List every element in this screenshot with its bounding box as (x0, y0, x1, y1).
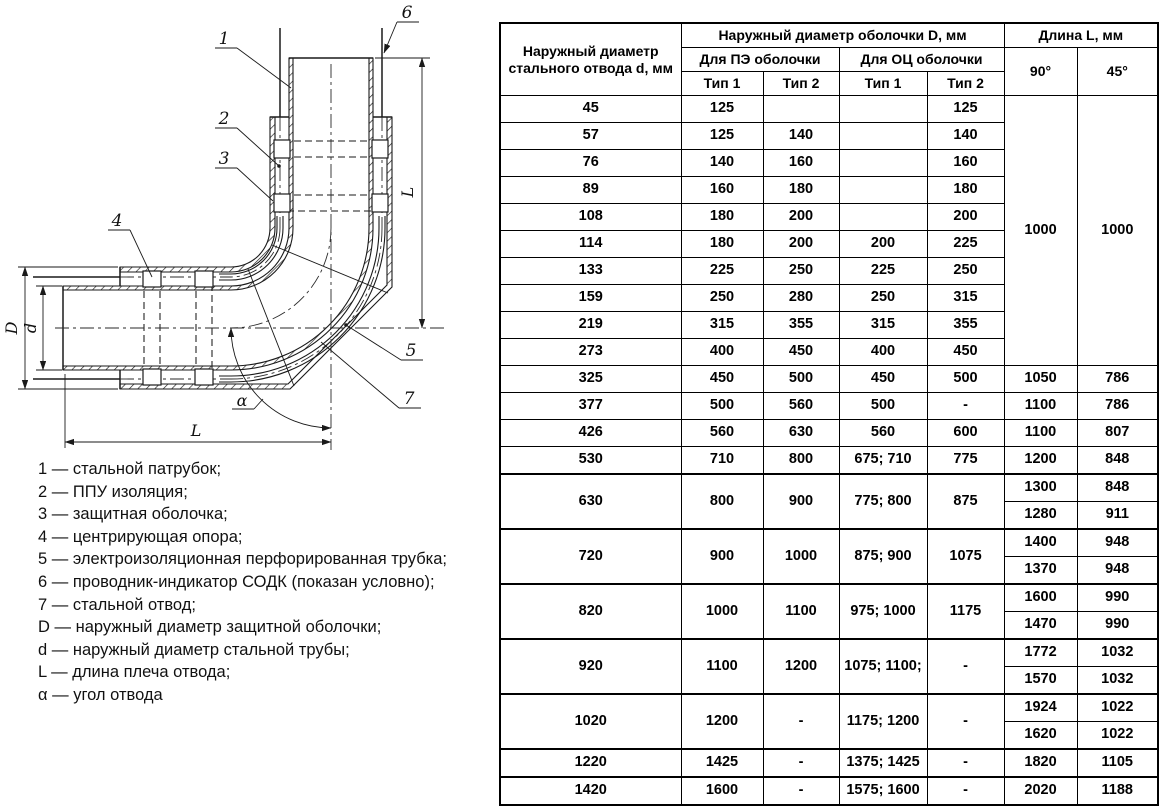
table-cell: 1570 (1004, 667, 1077, 695)
table-cell: 710 (681, 447, 763, 475)
table-row (500, 447, 1158, 475)
table-row (500, 639, 1158, 667)
legend-item: 6 — проводник-индикатор СОДК (показан условно); (38, 572, 435, 591)
table-cell: 108 (500, 204, 681, 231)
legend-item: α — угол отвода (38, 685, 163, 704)
table-cell: 1600 (681, 777, 763, 805)
table-cell: - (927, 393, 1004, 420)
dim-d: d (21, 322, 40, 334)
header-type2-pe: Тип 2 (763, 72, 839, 96)
table-cell: 875 (927, 474, 1004, 529)
table-cell: 500 (681, 393, 763, 420)
table-cell: 848 (1077, 474, 1158, 502)
table-cell: 1075 (927, 529, 1004, 584)
steel-pipe (63, 58, 373, 370)
table-cell: 1400 (1004, 529, 1077, 557)
callout-2: 2 (218, 109, 230, 129)
callout-7: 7 (403, 389, 415, 409)
header-pe-shell: Для ПЭ оболочки (681, 48, 839, 72)
table-cell: 500 (763, 366, 839, 393)
table-cell (839, 150, 927, 177)
table-cell: 1924 (1004, 694, 1077, 722)
table-cell: 948 (1077, 529, 1158, 557)
table-cell: 1620 (1004, 722, 1077, 750)
table-cell: 450 (839, 366, 927, 393)
table-cell: 114 (500, 231, 681, 258)
table-cell: 900 (763, 474, 839, 529)
legend-item: 4 — центрирующая опора; (38, 527, 243, 546)
table-cell: 225 (681, 258, 763, 285)
table-cell: 560 (681, 420, 763, 447)
header-type1-pe: Тип 1 (681, 72, 763, 96)
table-cell: - (763, 694, 839, 749)
table-cell: 1000 (681, 584, 763, 639)
dim-D: D (2, 321, 21, 335)
table-cell: 250 (763, 258, 839, 285)
table-row (500, 749, 1158, 777)
table-cell: 325 (500, 366, 681, 393)
table-cell: 140 (681, 150, 763, 177)
table-cell: 125 (927, 96, 1004, 123)
table-cell: 1420 (500, 777, 681, 805)
table-cell (763, 96, 839, 123)
table-cell: 1100 (681, 639, 763, 694)
table-cell: 1100 (763, 584, 839, 639)
callout-1: 1 (218, 29, 230, 49)
spec-table-container (499, 22, 1159, 806)
table-cell (839, 96, 927, 123)
table-cell: 89 (500, 177, 681, 204)
table-cell: - (763, 749, 839, 777)
table-cell: - (763, 777, 839, 805)
table-cell: 1000 (1004, 96, 1077, 366)
table-cell: 400 (681, 339, 763, 366)
callout-6: 6 (401, 3, 413, 23)
table-cell: 1100 (1004, 393, 1077, 420)
table-cell: 990 (1077, 612, 1158, 640)
legend (38, 458, 498, 707)
table-cell: 600 (927, 420, 1004, 447)
table-cell: 1200 (763, 639, 839, 694)
legend-item: D — наружный диаметр защитной оболочки; (38, 618, 382, 637)
legend-item: 2 — ППУ изоляция; (38, 482, 188, 501)
table-row (500, 366, 1158, 393)
table-cell: 426 (500, 420, 681, 447)
table-header (500, 23, 1158, 96)
table-cell: 140 (927, 123, 1004, 150)
table-cell: 1075; 1100; (839, 639, 927, 694)
table-cell: 1370 (1004, 557, 1077, 585)
legend-item: 1 — стальной патрубок; (38, 460, 222, 478)
table-cell: 400 (839, 339, 927, 366)
table-cell: 76 (500, 150, 681, 177)
table-cell: 1200 (681, 694, 763, 749)
dim-L-vertical: L (398, 186, 417, 198)
table-cell: 1375; 1425 (839, 749, 927, 777)
table-cell: 315 (927, 285, 1004, 312)
legend-item: d — наружный диаметр стальной трубы; (38, 640, 350, 659)
sodk-wires (33, 28, 385, 382)
header-angle-45: 45° (1077, 48, 1158, 96)
table-cell: 1188 (1077, 777, 1158, 805)
table-cell: 948 (1077, 557, 1158, 585)
table-cell: 500 (927, 366, 1004, 393)
table-cell: 315 (839, 312, 927, 339)
table-cell: 200 (927, 204, 1004, 231)
table-cell: 450 (763, 339, 839, 366)
table-cell: 250 (927, 258, 1004, 285)
table-cell: 1175 (927, 584, 1004, 639)
table-cell: 180 (927, 177, 1004, 204)
table-cell: 273 (500, 339, 681, 366)
table-cell: 800 (681, 474, 763, 529)
table-cell: 200 (763, 204, 839, 231)
table-cell: - (927, 749, 1004, 777)
header-length: Длина L, мм (1004, 23, 1158, 48)
header-shell-diameter: Наружный диаметр оболочки D, мм (681, 23, 1004, 48)
table-cell: 1105 (1077, 749, 1158, 777)
table-row (500, 529, 1158, 557)
table-cell: 2020 (1004, 777, 1077, 805)
table-row (500, 694, 1158, 722)
technical-drawing (0, 0, 500, 460)
table-cell: 180 (681, 204, 763, 231)
table-cell: - (927, 777, 1004, 805)
header-type2-oc: Тип 2 (927, 72, 1004, 96)
header-oc-shell: Для ОЦ оболочки (839, 48, 1004, 72)
table-cell: 125 (681, 96, 763, 123)
table-cell: 160 (763, 150, 839, 177)
callout-4: 4 (111, 211, 123, 231)
spec-table (499, 22, 1159, 806)
table-cell: 920 (500, 639, 681, 694)
table-cell: 355 (763, 312, 839, 339)
table-cell: 45 (500, 96, 681, 123)
table-cell: 225 (927, 231, 1004, 258)
legend-item: 3 — защитная оболочка; (38, 505, 228, 524)
table-cell: 200 (763, 231, 839, 258)
table-cell: 315 (681, 312, 763, 339)
table-cell (839, 204, 927, 231)
table-cell: 820 (500, 584, 681, 639)
table-cell: 250 (839, 285, 927, 312)
table-cell: 530 (500, 447, 681, 475)
table-cell: 1425 (681, 749, 763, 777)
table-cell: 786 (1077, 366, 1158, 393)
dim-alpha: α (236, 391, 248, 410)
table-cell: 775 (927, 447, 1004, 475)
dim-L-horizontal: L (190, 421, 202, 440)
table-cell: 1032 (1077, 667, 1158, 695)
table-cell: 450 (927, 339, 1004, 366)
table-cell: 1175; 1200 (839, 694, 927, 749)
table-cell: - (927, 694, 1004, 749)
table-cell: 786 (1077, 393, 1158, 420)
header-type1-oc: Тип 1 (839, 72, 927, 96)
table-cell: 180 (763, 177, 839, 204)
table-cell: 450 (681, 366, 763, 393)
table-row (500, 474, 1158, 502)
table-cell: 975; 1000 (839, 584, 927, 639)
table-body (500, 96, 1158, 806)
header-steel-diameter: Наружный диаметр стального отвода d, мм (500, 23, 681, 96)
table-cell: - (927, 639, 1004, 694)
table-cell: 875; 900 (839, 529, 927, 584)
table-cell: 1022 (1077, 722, 1158, 750)
table-cell: 911 (1077, 502, 1158, 530)
legend-item: 5 — электроизоляционная перфорированная трубка; (38, 550, 447, 569)
table-row (500, 584, 1158, 612)
table-cell: 775; 800 (839, 474, 927, 529)
table-cell: 560 (839, 420, 927, 447)
hidden-lines (144, 141, 386, 383)
table-cell: 848 (1077, 447, 1158, 475)
table-cell: 225 (839, 258, 927, 285)
table-cell: 1300 (1004, 474, 1077, 502)
table-cell: 1280 (1004, 502, 1077, 530)
table-row (500, 393, 1158, 420)
table-cell: 630 (763, 420, 839, 447)
table-cell: 1220 (500, 749, 681, 777)
table-cell: 990 (1077, 584, 1158, 612)
table-cell: 1575; 1600 (839, 777, 927, 805)
table-cell: 1032 (1077, 639, 1158, 667)
table-cell (839, 123, 927, 150)
table-cell: 900 (681, 529, 763, 584)
table-cell: 125 (681, 123, 763, 150)
table-cell: 160 (681, 177, 763, 204)
table-cell: 675; 710 (839, 447, 927, 475)
table-cell: 280 (763, 285, 839, 312)
table-cell: 500 (839, 393, 927, 420)
table-cell: 1100 (1004, 420, 1077, 447)
table-cell: 1772 (1004, 639, 1077, 667)
casing-shell (120, 117, 392, 389)
table-cell: 1470 (1004, 612, 1077, 640)
table-cell: 630 (500, 474, 681, 529)
table-cell: 1000 (763, 529, 839, 584)
table-cell: 133 (500, 258, 681, 285)
table-cell: 807 (1077, 420, 1158, 447)
elbow-drawing (0, 0, 500, 460)
table-cell: 800 (763, 447, 839, 475)
table-cell: 219 (500, 312, 681, 339)
table-cell: 560 (763, 393, 839, 420)
callout-3: 3 (218, 149, 230, 169)
table-cell: 180 (681, 231, 763, 258)
table-row (500, 777, 1158, 805)
table-cell: 1020 (500, 694, 681, 749)
table-cell: 160 (927, 150, 1004, 177)
legend-item: L — длина плеча отвода; (38, 663, 231, 682)
table-cell: 1050 (1004, 366, 1077, 393)
table-row (500, 96, 1158, 123)
table-cell: 159 (500, 285, 681, 312)
table-row (500, 420, 1158, 447)
table-cell: 57 (500, 123, 681, 150)
table-cell (839, 177, 927, 204)
header-angle-90: 90° (1004, 48, 1077, 96)
table-cell: 250 (681, 285, 763, 312)
callout-5: 5 (405, 341, 417, 361)
table-cell: 140 (763, 123, 839, 150)
table-cell: 355 (927, 312, 1004, 339)
table-cell: 1820 (1004, 749, 1077, 777)
table-cell: 1022 (1077, 694, 1158, 722)
table-cell: 1600 (1004, 584, 1077, 612)
table-cell: 1000 (1077, 96, 1158, 366)
table-cell: 200 (839, 231, 927, 258)
table-cell: 377 (500, 393, 681, 420)
legend-item: 7 — стальной отвод; (38, 595, 196, 614)
table-cell: 1200 (1004, 447, 1077, 475)
table-cell: 720 (500, 529, 681, 584)
